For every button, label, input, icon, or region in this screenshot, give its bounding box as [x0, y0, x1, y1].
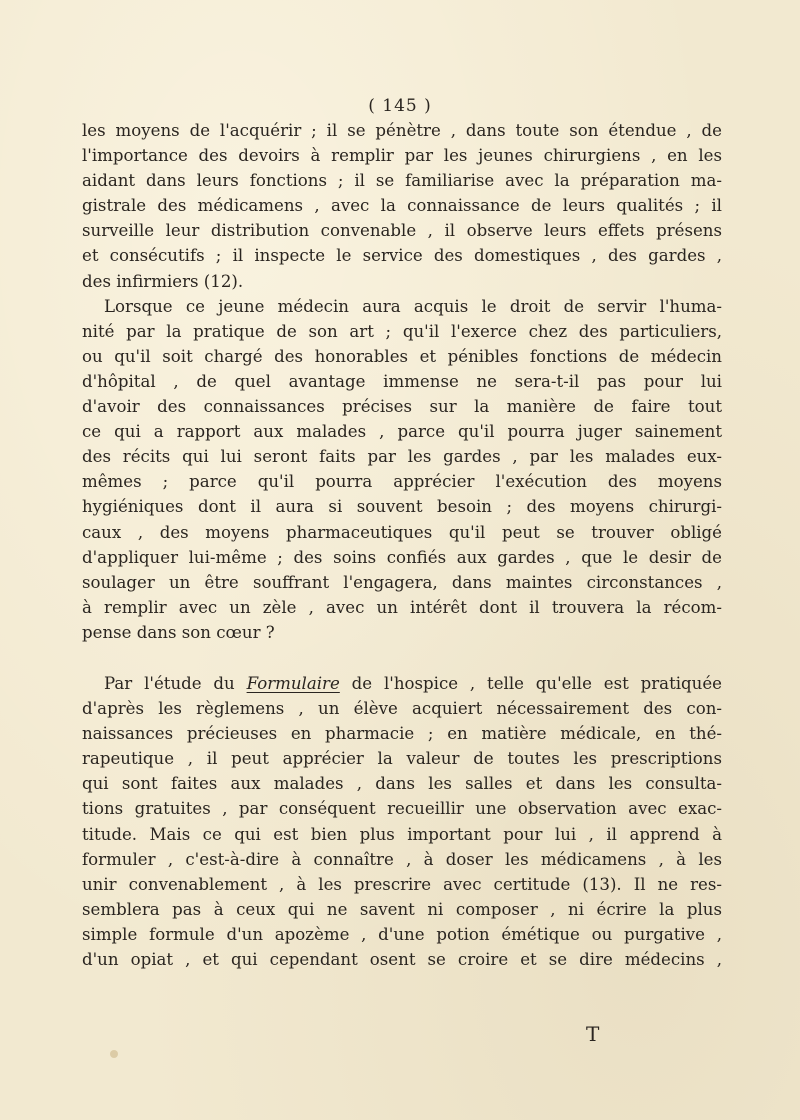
text-line: des infirmiers (12).	[82, 271, 244, 291]
formulaire-title: Formulaire	[246, 673, 340, 693]
text-line: unir convenablement , à les prescrire avec certitude (13). Il ne res-	[82, 874, 722, 894]
text-line: gistrale des médicamens , avec la connaissance de leurs qualités ; il	[82, 196, 722, 216]
text-line: qui sont faites aux malades , dans les salles et dans les consulta-	[82, 774, 722, 794]
paragraph-1	[82, 118, 722, 294]
text-line: des récits qui lui seront faits par les gardes , par les malades eux-	[82, 447, 722, 467]
paragraph-3	[82, 671, 722, 972]
text-line: ce qui a rapport aux malades , parce qu'il pourra juger sainement	[82, 422, 722, 442]
text-line: ou qu'il soit chargé des honorables et pénibles fonctions de médecin	[82, 346, 722, 366]
paragraph-gap	[82, 645, 722, 671]
text-line: naissances précieuses en pharmacie ; en matière médicale, en thé-	[82, 724, 722, 744]
text-run: Par l'étude du	[104, 673, 247, 693]
text-line: caux , des moyens pharmaceutiques qu'il peut se trouver obligé	[82, 522, 722, 542]
text-line: d'hôpital , de quel avantage immense ne sera-t-il pas pour lui	[82, 371, 722, 391]
text-line: mêmes ; parce qu'il pourra apprécier l'exécution des moyens	[82, 472, 722, 492]
body-text	[82, 118, 722, 972]
text-line: pense dans son cœur ?	[82, 622, 275, 642]
text-line: à remplir avec un zèle , avec un intérêt dont il trouvera la récom-	[82, 597, 722, 617]
text-line: simple formule d'un apozème , d'une potion émétique ou purgative ,	[82, 924, 722, 944]
text-line: d'un opiat , et qui cependant osent se croire et se dire médecins ,	[82, 950, 722, 969]
text-line: d'après les règlemens , un élève acquiert nécessairement des con-	[82, 699, 722, 719]
text-line: soulager un être souffrant l'engagera, dans maintes circonstances ,	[82, 572, 722, 592]
text-line: semblera pas à ceux qui ne savent ni composer , ni écrire la plus	[82, 899, 722, 919]
page-number: ( 145 )	[368, 96, 432, 116]
text-line: nité par la pratique de son art ; qu'il l'exerce chez des particuliers,	[82, 321, 722, 341]
text-line: d'avoir des connaissances précises sur la manière de faire tout	[82, 397, 722, 417]
text-line: tions gratuites , par conséquent recueillir une observation avec exac-	[82, 799, 722, 819]
paragraph-2	[82, 294, 722, 645]
text-line: d'appliquer lui-même ; des soins confiés aux gardes , que le desir de	[82, 547, 722, 567]
text-line: titude. Mais ce qui est bien plus important pour lui , il apprend à	[82, 824, 722, 844]
text-line: et consécutifs ; il inspecte le service des domestiques , des gardes ,	[82, 246, 722, 266]
text-line: rapeutique , il peut apprécier la valeur de toutes les prescriptions	[82, 749, 722, 769]
text-line: surveille leur distribution convenable , il observe leurs effets présens	[82, 221, 722, 241]
text-line: les moyens de l'acquérir ; il se pénètre , dans toute son étendue , de	[82, 121, 722, 140]
text-line	[82, 671, 722, 696]
text-line: l'importance des devoirs à remplir par les jeunes chirurgiens , en les	[82, 146, 722, 166]
text-line: hygiéniques dont il aura si souvent besoin ; des moyens chirurgi-	[82, 497, 722, 517]
text-line: formuler , c'est-à-dire à connaître , à doser les médicamens , à les	[82, 849, 722, 869]
text-run: de l'hospice , telle qu'elle est pratiquée	[339, 673, 722, 693]
text-line: aidant dans leurs fonctions ; il se familiarise avec la préparation ma-	[82, 171, 722, 191]
signature-mark: T	[586, 1022, 600, 1046]
text-line: Lorsque ce jeune médecin aura acquis le droit de servir l'huma-	[104, 296, 722, 316]
paper-stain	[110, 1050, 118, 1058]
